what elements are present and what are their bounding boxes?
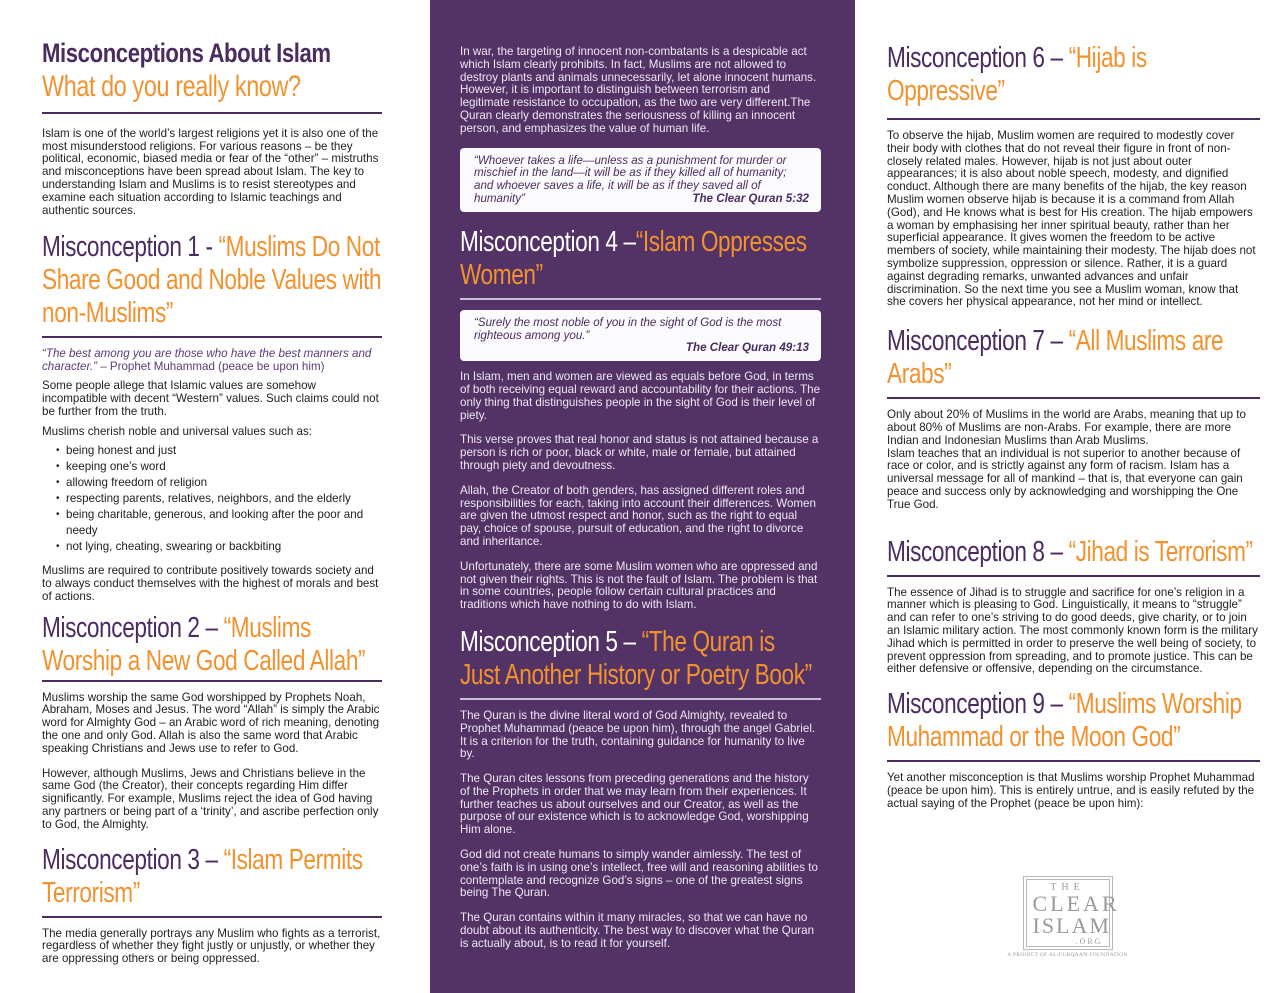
divider: [887, 397, 1260, 399]
misconception-number: Misconception 3 –: [42, 843, 224, 876]
m4-paragraph-1: In Islam, men and women are viewed as equals before God, in terms of both receiving equal reward and accountability for their actions. The only thing that distinguishes people in the sight of God is their level of piety.: [460, 370, 821, 422]
misconception-4-title: [460, 226, 820, 292]
hadith-text: “The best among you are those who have the best manners and character.”: [42, 347, 372, 374]
hadith-source: – Prophet Muhammad (peace be upon him): [96, 360, 325, 374]
verse-source: The Clear Quran 49:13: [685, 341, 809, 355]
misconception-quote: “Muslims Worship a New God Called Allah”: [42, 611, 366, 677]
m5-paragraph-2: The Quran cites lessons from preceding generations and the history of the Prophets in order that we may learn from their experiences. It further teaches us about ourselves and our Creator, as well as the purpose of our existence which is to acknowledge God, worshipping Him alone.: [460, 772, 809, 837]
misconception-2-title: [42, 612, 381, 678]
misconception-number: Misconception 9 –: [887, 688, 1069, 721]
list-item: • keeping one’s word: [56, 459, 382, 475]
misconception-quote: “Muslims Do Not Share Good and Noble Values with non-Muslims”: [42, 231, 382, 330]
divider: [42, 112, 382, 114]
misconception-quote: “Muslims Worship Muhammad or the Moon God”: [887, 688, 1242, 754]
values-list: [56, 443, 382, 555]
logo-clear: CLEAR: [1032, 891, 1120, 916]
misconception-quote: “Jihad is Terrorism”: [1068, 535, 1253, 568]
divider: [42, 680, 382, 682]
divider: [887, 760, 1260, 762]
misconception-number: Misconception 8 –: [887, 535, 1069, 568]
m2-paragraph-1: Muslims worship the same God worshipped by Prophets Noah, Abraham, Moses and Jesus. The word “Allah” is simply the Arabic word for Almighty God – an Arabic word of rich meaning, denoting the one and only God. Allah is also the same word that Arabic speaking Christians and Jews use to refer to God.: [42, 690, 380, 755]
divider: [42, 336, 382, 338]
verse-box: [460, 310, 821, 361]
misconception-number: Misconception 4 –: [460, 225, 636, 258]
m4-paragraph-3: Allah, the Creator of both genders, has assigned different roles and responsibilities for each, taking into account their differences. Women are given the utmost respect and honor, such as the right to equal pay, choice of spouse, pursuit of education, and the right to divorce and inheritance.: [460, 483, 816, 548]
left-column: [0, 0, 430, 993]
divider: [887, 575, 1260, 577]
misconception-quote: “Islam Permits Terrorism”: [42, 843, 363, 909]
right-column: [855, 0, 1280, 993]
middle-column: [430, 0, 855, 993]
misconception-3-title: [42, 844, 381, 910]
m9-paragraph-1: Yet another misconception is that Muslims worship Prophet Muhammad (peace be upon him). This is entirely untrue, and is easily refuted by the actual saying of the Prophet (peace be upon him):: [887, 771, 1255, 810]
misconception-number: Misconception 1 -: [42, 231, 219, 264]
misconception-number: Misconception 2 –: [42, 611, 224, 644]
misconception-number: Misconception 5 –: [460, 625, 642, 658]
logo-the: THE: [1050, 882, 1085, 893]
hadith-quote: [42, 348, 382, 374]
logo-tagline: A PROJECT OF AL-FURQAAN FOUNDATION: [1007, 952, 1128, 958]
misconception-6-title: [887, 42, 1259, 108]
misconception-7-title: [887, 325, 1259, 391]
misconception-5-title: [460, 626, 820, 692]
misconception-9-title: [887, 688, 1259, 754]
misconception-1-title: [42, 231, 381, 330]
m6-paragraph-1: To observe the hijab, Muslim women are required to modestly cover their body with clothes that do not reveal their figure in front of non-closely related males. However, hijab is not just about outer appearances; it is also about noble speech, modesty, and dignified conduct. Although there are many benefits of the hijab, the key reason Muslim women observe hijab is because it is a command from Allah (God), and He knows what is best for His creation. The hijab empowers a woman by emphasising her inner spiritual beauty, rather than her superficial appearance. It gives women the freedom to be active members of society, while maintaining their modesty. The hijab does not symbolize suppression, oppression or silence. Rather, it is a guard against degrading remarks, unwanted advances and unfair discrimination. So the next time you see a Muslim woman, know that she covers her physical appearance, not her mind or intellect.: [887, 129, 1256, 309]
m4-paragraph-4: Unfortunately, there are some Muslim women who are oppressed and not given their rights. This is not the fault of Islam. The problem is that in some countries, people follow certain cultural practices and traditions which have nothing to do with Islam.: [460, 559, 818, 612]
logo-frame: [1023, 876, 1120, 950]
page-subtitle: What do you really know?: [42, 70, 301, 104]
verse-box: [460, 148, 821, 212]
m4-paragraph-2: This verse proves that real honor and status is not attained because a person is rich or poor, black or white, male or female, but attained through piety and devoutness.: [460, 433, 819, 472]
misconception-number: Misconception 6 –: [887, 42, 1069, 74]
misconception-quote: “The Quran is Just Another History or Poetry Book”: [460, 625, 812, 691]
logo-islam: ISLAM: [1032, 913, 1111, 938]
m2-paragraph-2: However, although Muslims, Jews and Christians believe in the same God (the Creator), their concepts regarding Him differ significantly. For example, Muslims reject the idea of God having any partners or being part of a ‘trinity’, and ascribe perfection only to God, the Almighty.: [42, 766, 379, 831]
m5-paragraph-3: God did not create humans to simply wander aimlessly. The test of one’s faith is in using one’s intellect, free will and reasoning abilities to contemplate and recognize God’s signs – one of the greatest signs being The Quran.: [460, 848, 818, 900]
list-item: • not lying, cheating, swearing or backbiting: [56, 539, 382, 555]
divider: [460, 698, 821, 700]
m1-paragraph-1: Some people allege that Islamic values are somehow incompatible with decent “Western” values. Such claims could not be further from the truth.: [42, 379, 379, 418]
misconception-number: Misconception 7 –: [887, 325, 1069, 358]
m3-paragraph-2: In war, the targeting of innocent non-combatants is a despicable act which Islam clearly prohibits. In fact, Muslims are not allowed to destroy plants and animals unnecessarily, let alone innocent humans. However, it is important to distinguish between terrorism and legitimate resistance to occupation, as the two are very different.The Quran clearly demonstrates the seriousness of killing an innocent person, and emphasizes the value of human life.: [460, 45, 817, 135]
list-item: • respecting parents, relatives, neighbors, and the elderly: [56, 491, 382, 507]
misconception-quote: “Hijab is Oppressive”: [887, 42, 1147, 107]
m1-paragraph-3: Muslims are required to contribute positively towards society and to always conduct themselves with the highest of morals and best of actions.: [42, 564, 379, 603]
logo-org: .ORG: [1075, 937, 1103, 946]
list-item: • allowing freedom of religion: [56, 475, 382, 491]
verse-source: The Clear Quran 5:32: [692, 191, 809, 205]
verse-text: “Surely the most noble of you in the sight of God is the most righteous among you.”: [474, 315, 782, 342]
intro-paragraph: Islam is one of the world’s largest religions yet it is also one of the most misunderstood religions. For various reasons – be they political, economic, biased media or fear of the “other” – mistruths and misconceptions have been spread about Islam. The key to understanding Islam and Muslims is to resist stereotypes and examine each situation according to Islamic teachings and authentic sources.: [42, 126, 379, 217]
divider: [460, 298, 821, 300]
misconception-quote: “All Muslims are Arabs”: [887, 325, 1224, 391]
divider: [42, 916, 382, 918]
m3-paragraph-1: The media generally portrays any Muslim who fights as a terrorist, regardless of whether they fight justly or unjustly, or whether they are oppressing others or being oppressed.: [42, 926, 381, 966]
m5-paragraph-1: The Quran is the divine literal word of God Almighty, revealed to Prophet Muhammad (peace be upon him), through the angel Gabriel. It is a criterion for the truth, containing guidance for humanity to live by.: [460, 708, 816, 761]
page-title: Misconceptions About Islam: [42, 38, 331, 68]
misconception-8-title: [887, 536, 1259, 569]
m8-paragraph-1: The essence of Jihad is to struggle and sacrifice for one’s religion in a manner which is pleasing to God. Linguistically, it means to “struggle” and can refer to one’s striving to do good deeds, give charity, or to join an Islamic military action. The most commonly known form is the military Jihad which is permitted in order to preserve the well being of society, to prevent oppression from spreading, and to promote justice. This can be either defensive or offensive, depending on the circumstance.: [887, 585, 1258, 676]
m7-paragraph-2: Islam teaches that an individual is not superior to another because of race or color, and is strictly against any form of racism. Islam has a universal message for all of mankind – that is, that everyone can gain peace and success only by acknowledging and worshipping the One True God.: [887, 446, 1243, 511]
misconception-quote: “Islam Oppresses Women”: [460, 225, 807, 291]
list-item: • being charitable, generous, and looking after the poor and needy: [56, 507, 382, 539]
list-item: • being honest and just: [56, 443, 382, 459]
divider: [887, 118, 1260, 120]
m7-paragraph-1: Only about 20% of Muslims in the world are Arabs, meaning that up to about 80% of Muslims are non-Arabs. For example, there are more Indian and Indonesian Muslims than Arab Muslims.: [887, 408, 1246, 447]
m1-paragraph-2: Muslims cherish noble and universal values such as:: [42, 425, 313, 439]
verse-text: “Whoever takes a life—unless as a punishment for murder or mischief in the land—it will be as if they killed all of humanity; and whoever saves a life, it will be as if they saved all of humanity”: [474, 153, 787, 205]
clear-islam-logo: [1000, 876, 1135, 960]
m5-paragraph-4: The Quran contains within it many miracles, so that we can have no doubt about its authenticity. The best way to discover what the Quran is actually about, is to read it for yourself.: [460, 911, 815, 950]
